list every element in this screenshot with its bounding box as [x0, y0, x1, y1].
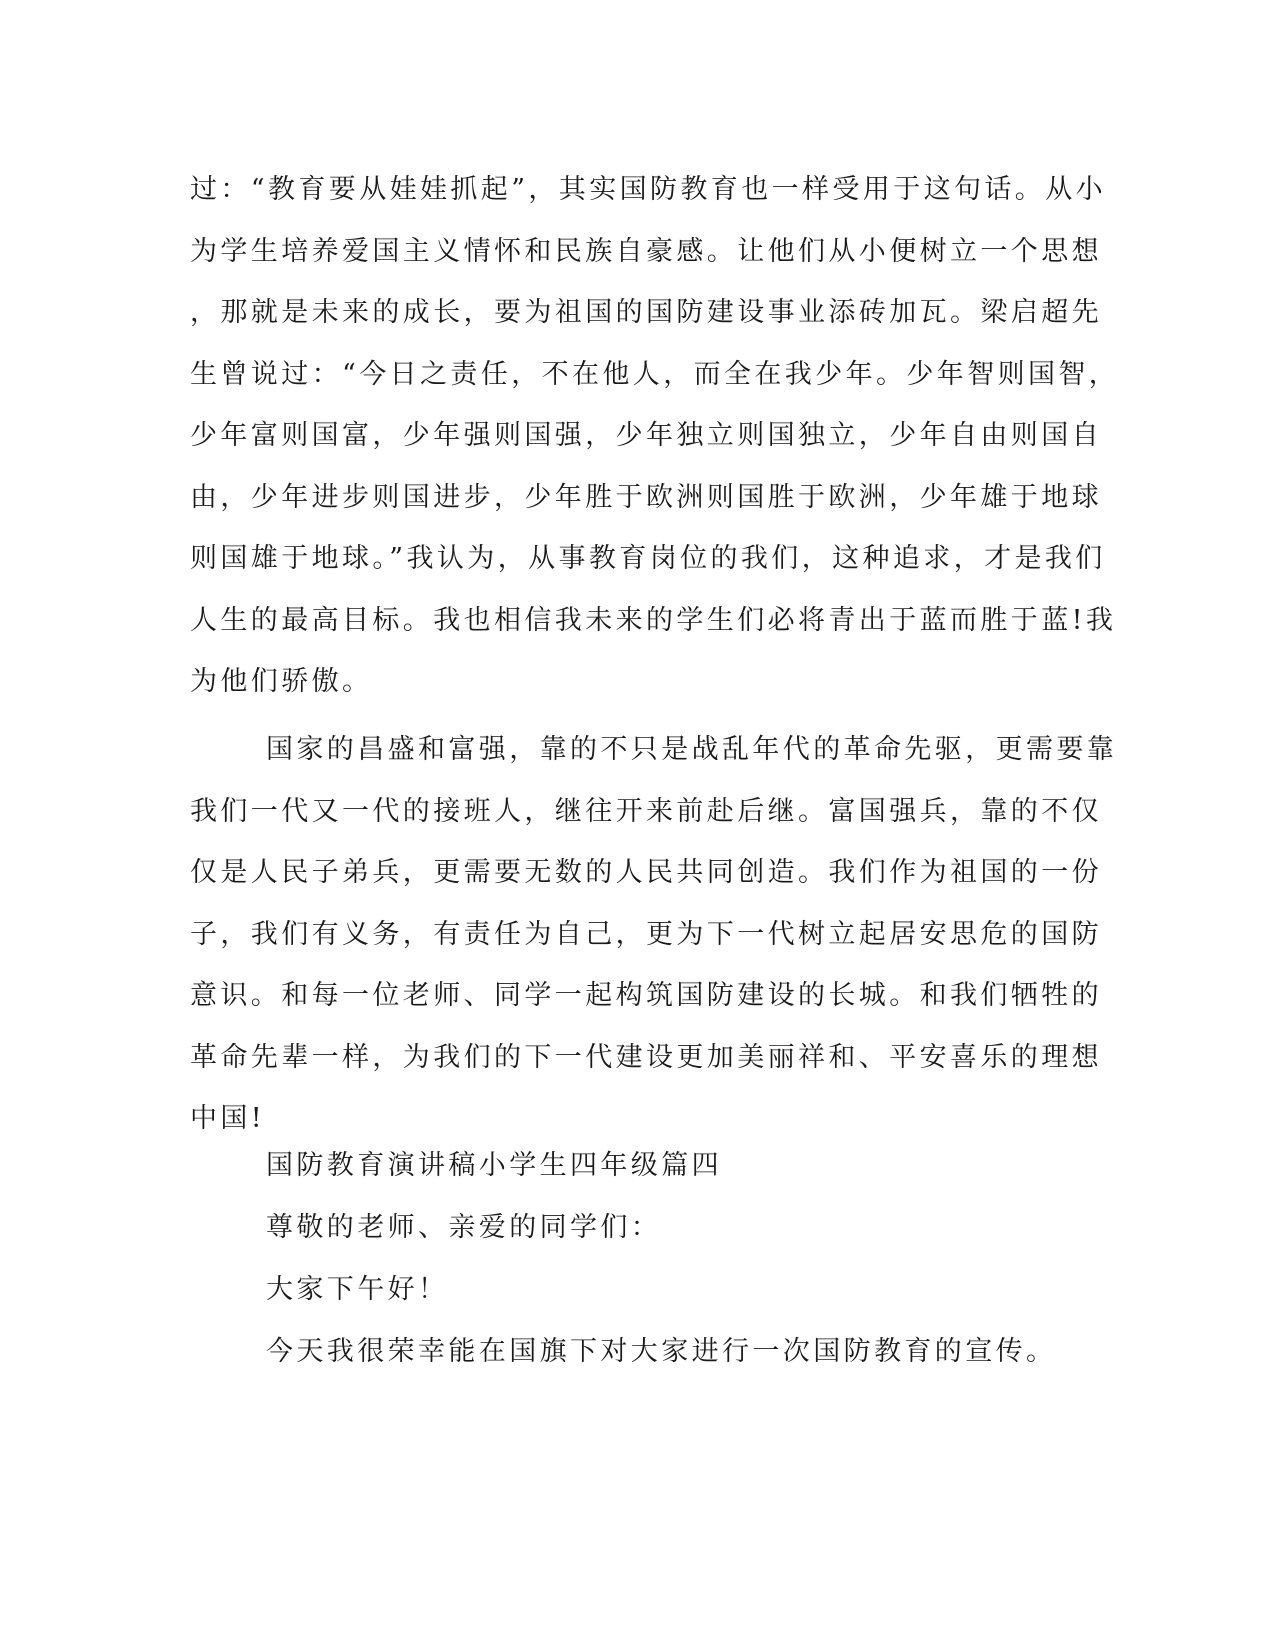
text-line: 革命先辈一样，为我们的下一代建设更加美丽祥和、平安喜乐的理想 — [190, 1041, 1102, 1073]
text-line: 国家的昌盛和富强，靠的不只是战乱年代的革命先驱，更需要靠 — [266, 734, 1118, 765]
text-line: 少年富则国富，少年强则国强，少年独立则国独立，少年自由则国自 — [190, 420, 1102, 451]
paragraph-nation — [190, 719, 1118, 1150]
text-line: 意识。和每一位老师、同学一起构筑国防建设的长城。和我们牺牲的 — [190, 980, 1102, 1011]
text-line: 由，少年进步则国进步，少年胜于欧洲则国胜于欧洲，少年雄于地球 — [190, 481, 1102, 513]
text-line: 我们一代又一代的接班人，继往开来前赴后继。富国强兵，靠的不仅 — [190, 795, 1102, 827]
salutation: 尊敬的老师、亲爱的同学们： — [266, 1212, 662, 1243]
greeting: 大家下午好！ — [266, 1274, 449, 1305]
text-line: 为学生培养爱国主义情怀和民族自豪感。让他们从小便树立一个思想 — [190, 235, 1102, 267]
opening-line: 今天我很荣幸能在国旗下对大家进行一次国防教育的宣传。 — [266, 1336, 1057, 1367]
text-line: 过：“教育要从娃娃抓起”，其实国防教育也一样受用于这句话。从小 — [190, 174, 1107, 205]
text-line: 中国! — [190, 1103, 266, 1134]
text-line: 生曾说过：“今日之责任，不在他人，而全在我少年。少年智则国智， — [190, 358, 1120, 390]
speech-four — [190, 1135, 1080, 1383]
text-line: 子，我们有义务，有责任为自己，更为下一代树立起居安思危的国防 — [190, 918, 1102, 950]
text-line: 仅是人民子弟兵，更需要无数的人民共同创造。我们作为祖国的一份 — [190, 857, 1102, 888]
section-title: 国防教育演讲稿小学生四年级篇四 — [266, 1150, 722, 1181]
text-line: ，那就是未来的成长，要为祖国的国防建设事业添砖加瓦。梁启超先 — [190, 297, 1102, 328]
text-line: 为他们骄傲。 — [190, 666, 373, 697]
text-line: 人生的最高目标。我也相信我未来的学生们必将青出于蓝而胜于蓝!我 — [190, 604, 1117, 636]
paragraph-continuation — [190, 159, 1120, 713]
text-line: 则国雄于地球。”我认为，从事教育岗位的我们，这种追求，才是我们 — [190, 543, 1106, 574]
